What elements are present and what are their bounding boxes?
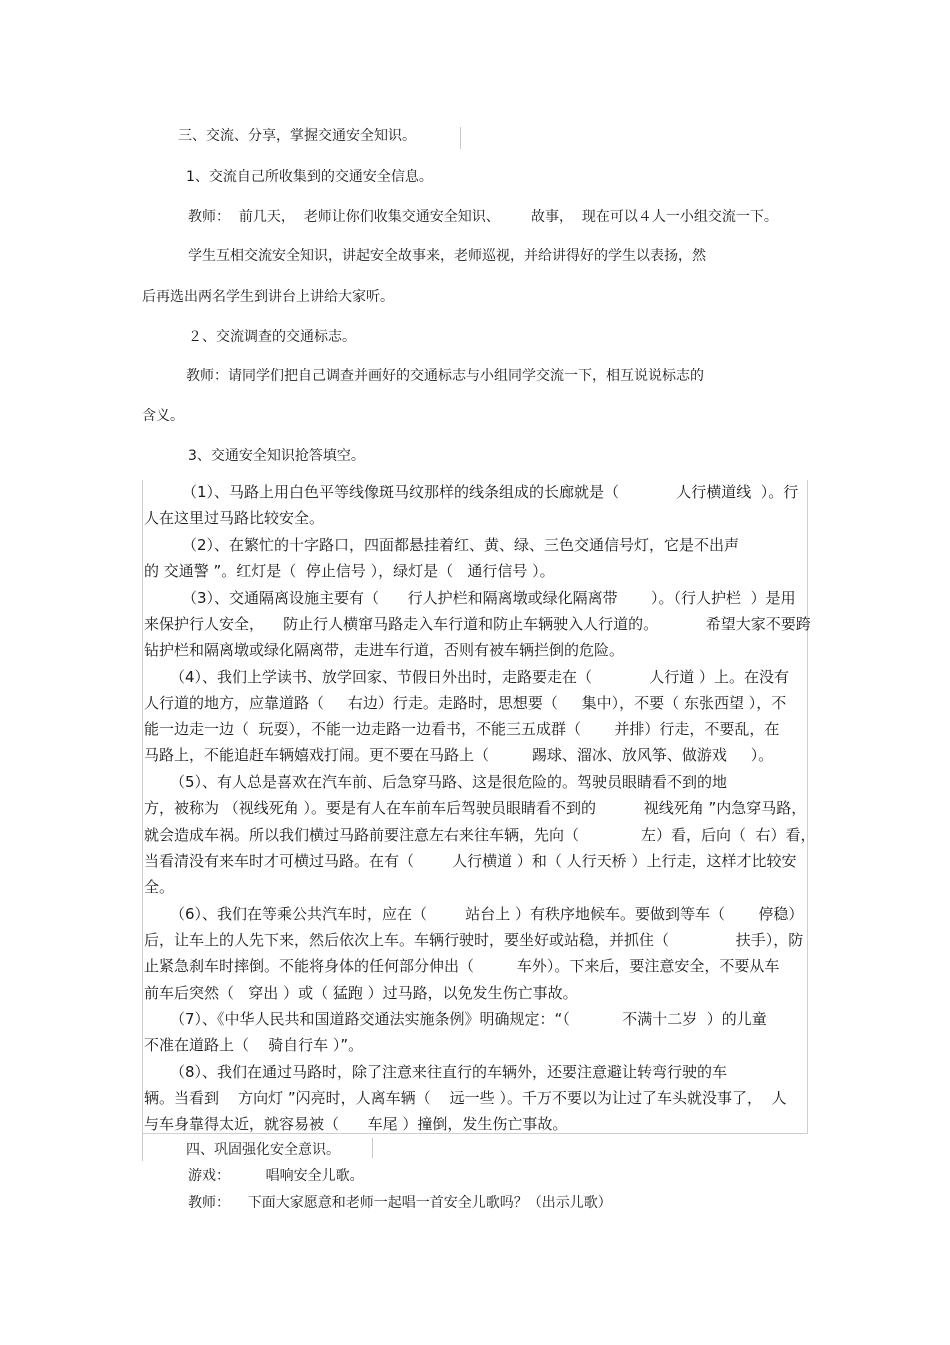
quiz-line: 马路上，不能追赶车辆嬉戏打闹。更不要在马路上（ 踢球、溜冰、放风筝、做游戏 ）。 (144, 746, 774, 764)
quiz-line: （4）、我们上学读书、放学回家、节假日外出时，走路要走在（ 人行道 ）上。在没有 (170, 668, 790, 686)
quiz-line: 能一边走一边（ 玩耍），不能一边走路一边看书，不能三五成群（ 并排）行走，不要乱，在 (144, 720, 780, 738)
paragraph: 后再选出两名学生到讲台上讲给大家听。 (142, 289, 394, 305)
quiz-line: （3）、交通隔离设施主要有（ 行人护栏和隔离墩或绿化隔离带 ）。（行人护栏 ）是用 (182, 589, 796, 607)
subsection-heading: ２、交流调查的交通标志。 (188, 329, 356, 345)
quiz-line: 不准在道路上（ 骑自行车 ）”。 (144, 1036, 364, 1054)
quiz-line: 就会造成车祸。所以我们横过马路前要注意左右来往车辆，先向（ 左）看，后向（ 右）看， (144, 826, 816, 844)
quiz-line: （7）、《中华人民共和国道路交通法实施条例》明确规定：“（ 不满十二岁 ）的儿童 (170, 1010, 767, 1028)
quiz-line: 人行道的地方，应靠道路（ 右边）行走。走路时，思想要（ 集中），不要（ 东张西望 ），不 (144, 694, 787, 712)
paragraph: 教师： 下面大家愿意和老师一起唱一首安全儿歌吗？（出示儿歌） (188, 1195, 612, 1211)
quiz-line: 后，让车上的人先下来，然后依次上车。车辆行驶时，要坐好或站稳，并抓住（ 扶手），防 (144, 931, 804, 949)
quiz-line: 辆。当看到 方向灯 ”闪亮时，人离车辆（ 远一些 ）。千万不要以为让过了车头就没事了， 人 (144, 1089, 787, 1107)
quiz-line: 人在这里过马路比较安全。 (144, 509, 325, 527)
quiz-line: 止紧急刹车时摔倒。不能将身体的任何部分伸出（ 车外）。下来后，要注意安全，不要从车 (144, 957, 780, 975)
section-heading: 三、交流、分享，掌握交通安全知识。 (178, 128, 416, 144)
subsection-heading: 3、交通安全知识抢答填空。 (188, 448, 365, 464)
quiz-line: 前车后突然（ 穿出 ）或（ 猛跑 ）过马路，以免发生伤亡事故。 (144, 984, 578, 1002)
quiz-line: 方，被称为 （视线死角 ）。要是有人在车前车后驾驶员眼睛看不到的 视线死角 ”内急穿马路， (144, 799, 807, 817)
quiz-line: 全。 (144, 878, 175, 896)
section-heading: 四、巩固强化安全意识。 (186, 1142, 340, 1158)
quiz-line: （2）、在繁忙的十字路口，四面都悬挂着红、黄、绿、三色交通信号灯，它是不出声 (182, 536, 740, 554)
paragraph: 游戏： 唱响安全儿歌。 (188, 1168, 364, 1184)
paragraph: 教师： 前几天， 老师让你们收集交通安全知识、 故事， 现在可以４人一小组交流一下。 (188, 209, 778, 225)
paragraph: 含义。 (142, 408, 184, 424)
paragraph: 教师：请同学们把自己调查并画好的交通标志与小组同学交流一下，相互说说标志的 (186, 368, 704, 384)
quiz-line: 与车身靠得太近，就容易被（ 车尾 ）撞倒，发生伤亡事故。 (144, 1115, 568, 1133)
quiz-line: （6）、我们在等乘公共汽车时，应在（ 站台上 ）有秩序地候车。要做到等车（ 停稳） (170, 905, 804, 923)
quiz-line: 的 交通警 ”。红灯是（ 停止信号 ），绿灯是（ 通行信号 ）。 (144, 562, 555, 580)
divider-line (372, 1138, 373, 1158)
subsection-heading: 1、交流自己所收集到的交通安全信息。 (186, 169, 433, 185)
divider-line (142, 1133, 143, 1161)
paragraph: 学生互相交流安全知识，讲起安全故事来，老师巡视，并给讲得好的学生以表扬，然 (188, 248, 706, 264)
quiz-line: （1）、马路上用白色平等线像斑马纹那样的线条组成的长廊就是（ 人行横道线 ）。行 (182, 483, 799, 501)
quiz-line: 来保护行人安全， 防止行人横窜马路走入车行道和防止车辆驶入人行道的。 希望大家不要跨 (144, 615, 811, 633)
quiz-line: 当看清没有来车时才可横过马路。在有（ 人行横道 ）和（ 人行天桥 ）上行走，这样才比较安 (144, 852, 797, 870)
quiz-line: 钻护栏和隔离墩或绿化隔离带，走进车行道，否则有被车辆拦倒的危险。 (144, 641, 625, 659)
quiz-line: （8）、我们在通过马路时，除了注意来往直行的车辆外，还要注意避让转弯行驶的车 (170, 1063, 728, 1081)
divider-line (460, 127, 461, 149)
quiz-line: （5）、有人总是喜欢在汽车前、后急穿马路、这是很危险的。驾驶员眼睛看不到的地 (170, 773, 728, 791)
